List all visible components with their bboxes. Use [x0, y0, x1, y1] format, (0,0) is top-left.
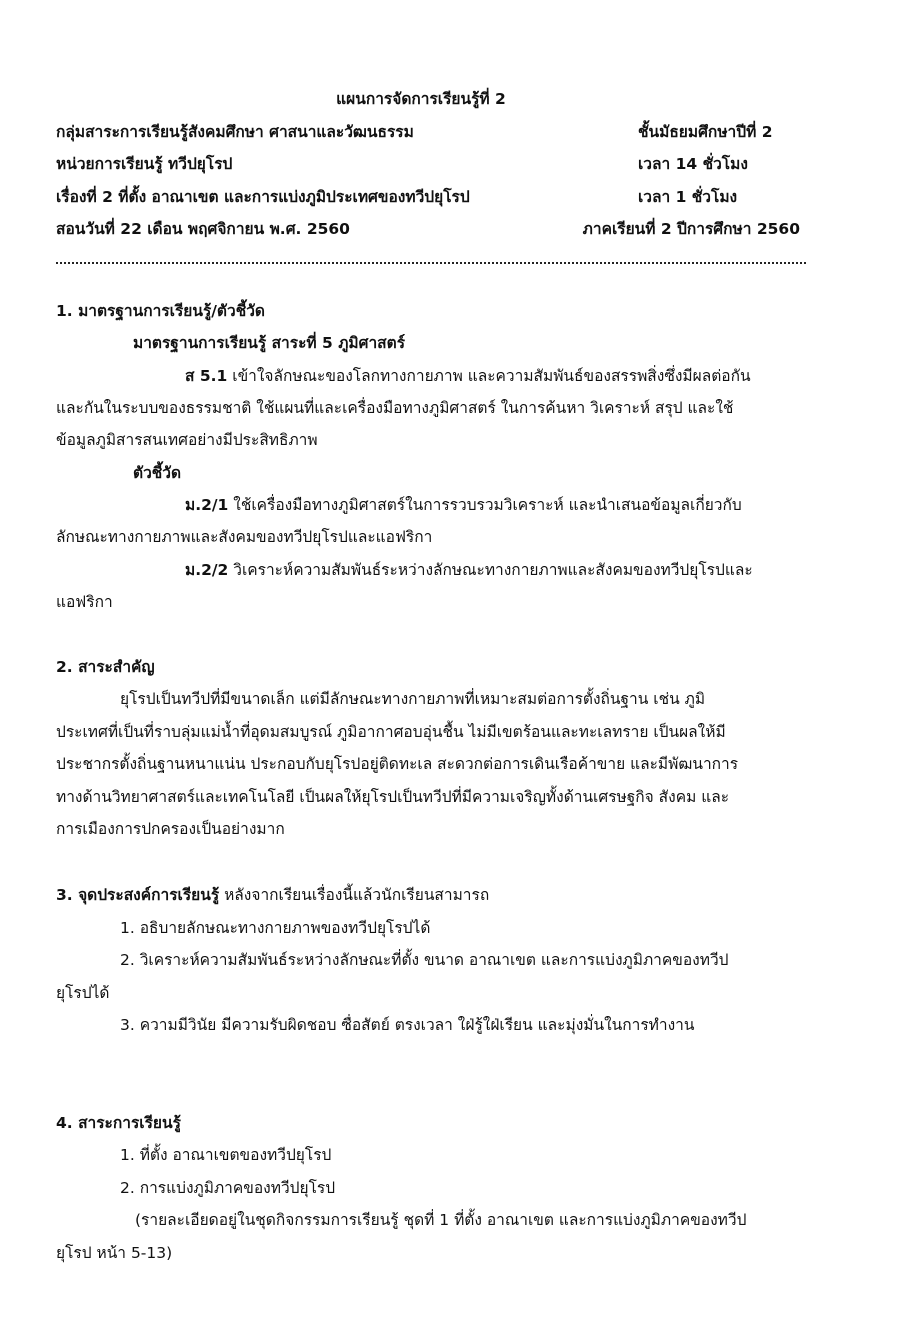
section4-heading: 4. สาระการเรียนรู้ [56, 1114, 181, 1132]
objective-3: 3. ความมีวินัย มีความรับผิดชอบ ซื่อสัตย์ ตรงเวลา ใฝ่รู้ใฝ่เรียน และมุ่งมั่นในการทำงาน [120, 1016, 695, 1034]
indicator1-line1 [185, 494, 742, 516]
indicator1-code: ม.2/1 [185, 496, 229, 514]
indicator1-desc: ใช้เครื่องมือทางภูมิศาสตร์ในการรวบรวมวิเคราะห์ และนำเสนอข้อมูลเกี่ยวกับ [233, 496, 742, 514]
section3-intro: หลังจากเรียนเรื่องนี้แล้วนักเรียนสามารถ [224, 886, 490, 904]
topic-hours: เวลา 1 ชั่วโมง [638, 188, 738, 206]
objective-2-line1: 2. วิเคราะห์ความสัมพันธ์ระหว่างลักษณะที่ตั้ง ขนาด อาณาเขต และการแบ่งภูมิภาคของทวีป [120, 951, 729, 969]
semester: ภาคเรียนที่ 2 ปีการศึกษา 2560 [582, 220, 800, 238]
objective-2-line2: ยุโรปได้ [56, 984, 110, 1002]
indicator1-line2: ลักษณะทางกายภาพและสังคมของทวีปยุโรปและแอฟริกา [56, 528, 433, 546]
content-item-1: 1. ที่ตั้ง อาณาเขตของทวีปยุโรป [120, 1146, 332, 1164]
essence-line1: ยุโรปเป็นทวีปที่มีขนาดเล็ก แต่มีลักษณะทางกายภาพที่เหมาะสมต่อการตั้งถิ่นฐาน เช่น ภูมิ [120, 690, 706, 708]
indicator2-line1 [185, 559, 753, 581]
indicator2-line2: แอฟริกา [56, 593, 113, 611]
subject-group: กลุ่มสาระการเรียนรู้สังคมศึกษา ศาสนาและวัฒนธรรม [56, 123, 414, 141]
section3-heading-line [56, 884, 489, 906]
essence-line3: ประชากรตั้งถิ่นฐานหนาแน่น ประกอบกับยุโรปอยู่ติดทะเล สะดวกต่อการเดินเรือค้าขาย และมีพัฒนาการ [56, 755, 739, 773]
essence-line4: ทางด้านวิทยาศาสตร์และเทคโนโลยี เป็นผลให้ยุโรปเป็นทวีปที่มีความเจริญทั้งด้านเศรษฐกิจ สังคม และ [56, 788, 730, 806]
objective-1: 1. อธิบายลักษณะทางกายภาพของทวีปยุโรปได้ [120, 919, 431, 937]
content-note-line2: ยุโรป หน้า 5-13) [56, 1244, 173, 1262]
section3-heading: 3. จุดประสงค์การเรียนรู้ [56, 886, 220, 904]
topic-name: เรื่องที่ 2 ที่ตั้ง อาณาเขต และการแบ่งภูมิประเทศของทวีปยุโรป [56, 188, 470, 206]
section2-heading: 2. สาระสำคัญ [56, 658, 155, 676]
plan-title: แผนการจัดการเรียนรู้ที่ 2 [336, 90, 506, 108]
indicator2-desc: วิเคราะห์ความสัมพันธ์ระหว่างลักษณะทางกายภาพและสังคมของทวีปยุโรปและ [233, 561, 753, 579]
essence-line2: ประเทศที่เป็นที่ราบลุ่มแม่น้ำที่อุดมสมบูรณ์ ภูมิอากาศอบอุ่นชื้น ไม่มีเขตร้อนและทะเลทราย เป็นผลให้มี [56, 723, 726, 741]
content-item-2: 2. การแบ่งภูมิภาคของทวีปยุโรป [120, 1179, 336, 1197]
standard-text-line1 [185, 365, 751, 387]
teaching-date: สอนวันที่ 22 เดือน พฤศจิกายน พ.ศ. 2560 [56, 220, 350, 238]
standard-desc: เข้าใจลักษณะของโลกทางกายภาพ และความสัมพันธ์ของสรรพสิ่งซึ่งมีผลต่อกัน [232, 367, 751, 385]
standard-code: ส 5.1 [185, 367, 228, 385]
standard-text-line2: และกันในระบบของธรรมชาติ ใช้แผนที่และเครื่องมือทางภูมิศาสตร์ ในการค้นหา วิเคราะห์ สรุป และใช้ [56, 399, 734, 417]
standard-heading: มาตรฐานการเรียนรู้ สาระที่ 5 ภูมิศาสตร์ [133, 334, 406, 352]
content-note-line1: (รายละเอียดอยู่ในชุดกิจกรรมการเรียนรู้ ชุดที่ 1 ที่ตั้ง อาณาเขต และการแบ่งภูมิภาคของทวีป [135, 1211, 747, 1229]
header-divider [56, 258, 806, 264]
standard-text-line3: ข้อมูลภูมิสารสนเทศอย่างมีประสิทธิภาพ [56, 431, 318, 449]
essence-line5: การเมืองการปกครองเป็นอย่างมาก [56, 820, 285, 838]
indicator-heading: ตัวชี้วัด [133, 464, 182, 482]
section1-heading: 1. มาตรฐานการเรียนรู้/ตัวชี้วัด [56, 302, 265, 320]
unit-hours: เวลา 14 ชั่วโมง [638, 155, 748, 173]
grade-level: ชั้นมัธยมศึกษาปีที่ 2 [638, 123, 773, 141]
indicator2-code: ม.2/2 [185, 561, 229, 579]
unit-name: หน่วยการเรียนรู้ ทวีปยุโรป [56, 155, 233, 173]
